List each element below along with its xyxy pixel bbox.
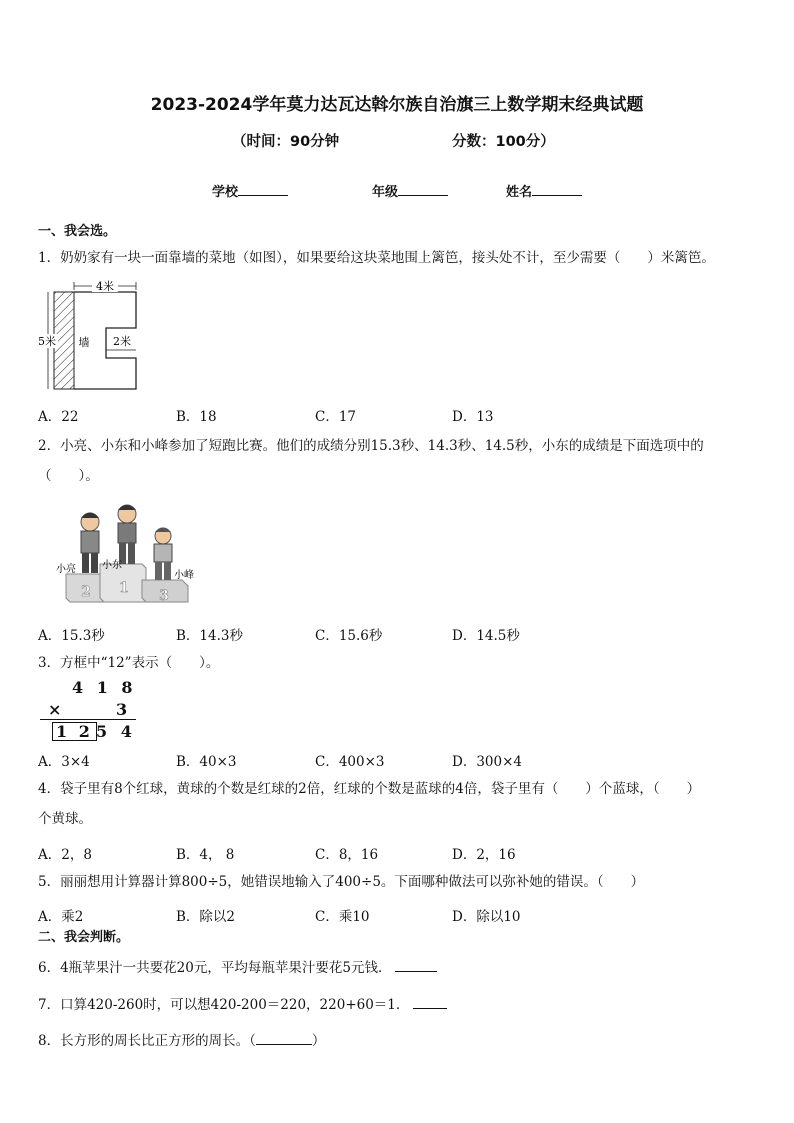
q4-option-a[interactable]: A．2，8 xyxy=(38,847,92,863)
label-xiaofeng: 小峰 xyxy=(174,570,194,581)
grade-field xyxy=(372,182,448,201)
label-wall: 墙 xyxy=(78,336,90,349)
question-1-text: 1．奶奶家有一块一面靠墙的菜地（如图），如果要给这块菜地围上篱笆，接头处不计，至少需要（ ）米篱笆。 xyxy=(38,250,715,266)
calc-row-2: 3 xyxy=(116,700,128,719)
calc-line xyxy=(40,719,136,720)
label-xiaodong: 小东 xyxy=(102,560,122,571)
q5-option-b[interactable]: B．除以2 xyxy=(176,909,236,925)
q2-option-c[interactable]: C．15.6秒 xyxy=(315,628,383,644)
q4-option-b[interactable]: B．4， 8 xyxy=(176,847,235,863)
q4-option-d[interactable]: D．2，16 xyxy=(452,847,516,863)
q3-option-c[interactable]: C．400×3 xyxy=(315,754,385,770)
q5-option-d[interactable]: D．除以10 xyxy=(452,909,521,925)
calc-row-1: 4 1 8 xyxy=(72,678,137,697)
boy-xiaodong xyxy=(118,505,136,564)
q5-option-a[interactable]: A．乘2 xyxy=(38,909,84,925)
question-7 xyxy=(38,995,447,1013)
boy-xiaoliang xyxy=(81,513,99,574)
calc-boxed-12: 1 2 xyxy=(52,722,97,741)
question-8-text: 8．长方形的周长比正方形的周长。（ xyxy=(38,1033,256,1049)
q6-answer-blank[interactable] xyxy=(395,958,437,972)
q2-option-d[interactable]: D．14.5秒 xyxy=(452,628,520,644)
label-xiaoliang: 小亮 xyxy=(56,564,76,575)
label-2m: 2米 xyxy=(113,335,131,348)
question-4-text: 4．袋子里有8个红球，黄球的个数是红球的2倍，红球的个数是蓝球的4倍，袋子里有（ ）个蓝球，（ ） xyxy=(38,781,701,797)
section-2-title: 二、我会判断。 xyxy=(38,930,130,945)
name-field xyxy=(506,182,582,201)
question-2-figure xyxy=(50,502,210,610)
q2-option-b[interactable]: B．14.3秒 xyxy=(176,628,243,644)
name-blank[interactable] xyxy=(532,182,582,196)
name-label: 姓名 xyxy=(506,185,533,200)
q3-option-b[interactable]: B．40×3 xyxy=(176,754,237,770)
question-2-text: 2．小亮、小东和小峰参加了短跑比赛。他们的成绩分别15.3秒、14.3秒、14.5秒，小东的成绩是下面选项中的 xyxy=(38,438,704,454)
page-title: 2023-2024学年莫力达瓦达斡尔族自治旗三上数学期末经典试题 xyxy=(150,95,644,115)
q1-option-c[interactable]: C．17 xyxy=(315,409,357,425)
svg-text:2: 2 xyxy=(81,584,91,600)
question-1-figure xyxy=(36,278,146,396)
section-1-title: 一、我会选。 xyxy=(38,224,117,239)
q1-option-a[interactable]: A．22 xyxy=(38,409,79,425)
q3-option-d[interactable]: D．300×4 xyxy=(452,754,522,770)
question-2-text-cont: （ ）。 xyxy=(38,468,99,484)
question-4-text-cont: 个黄球。 xyxy=(38,811,92,827)
question-7-text: 7．口算420-260时，可以想420-200＝220，220+60＝1． xyxy=(38,997,410,1013)
grade-blank[interactable] xyxy=(398,182,448,196)
q8-answer-blank[interactable] xyxy=(256,1031,312,1045)
calc-rest: 5 4 xyxy=(96,722,136,741)
school-label: 学校 xyxy=(212,185,239,200)
school-blank[interactable] xyxy=(238,182,288,196)
question-5-text: 5．丽丽想用计算器计算800÷5，她错误地输入了400÷5。下面哪种做法可以弥补她的错误。（ ） xyxy=(38,874,645,890)
q4-option-c[interactable]: C．8，16 xyxy=(315,847,379,863)
q1-option-b[interactable]: B．18 xyxy=(176,409,217,425)
q3-option-a[interactable]: A．3×4 xyxy=(38,754,90,770)
exam-score: 分数：100分） xyxy=(452,134,555,150)
exam-time: （时间：90分钟 xyxy=(232,134,340,150)
school-field xyxy=(212,182,288,201)
question-3-text: 3．方框中“12”表示（ ）。 xyxy=(38,655,220,671)
boy-xiaofeng xyxy=(154,528,172,581)
calc-sign: × xyxy=(48,700,62,719)
q1-option-d[interactable]: D．13 xyxy=(452,409,494,425)
grade-label: 年级 xyxy=(372,185,399,200)
label-5m: 5米 xyxy=(38,335,56,348)
q2-option-a[interactable]: A．15.3秒 xyxy=(38,628,105,644)
question-6-text: 6．4瓶苹果汁一共要花20元，平均每瓶苹果汁要花5元钱． xyxy=(38,960,392,976)
q7-answer-blank[interactable] xyxy=(413,995,447,1009)
question-6 xyxy=(38,958,437,976)
question-8-tail: ） xyxy=(311,1033,326,1049)
q5-option-c[interactable]: C．乘10 xyxy=(315,909,370,925)
svg-text:3: 3 xyxy=(159,588,169,604)
svg-text:1: 1 xyxy=(119,580,129,596)
question-8 xyxy=(38,1031,325,1049)
label-4m: 4米 xyxy=(96,280,114,293)
